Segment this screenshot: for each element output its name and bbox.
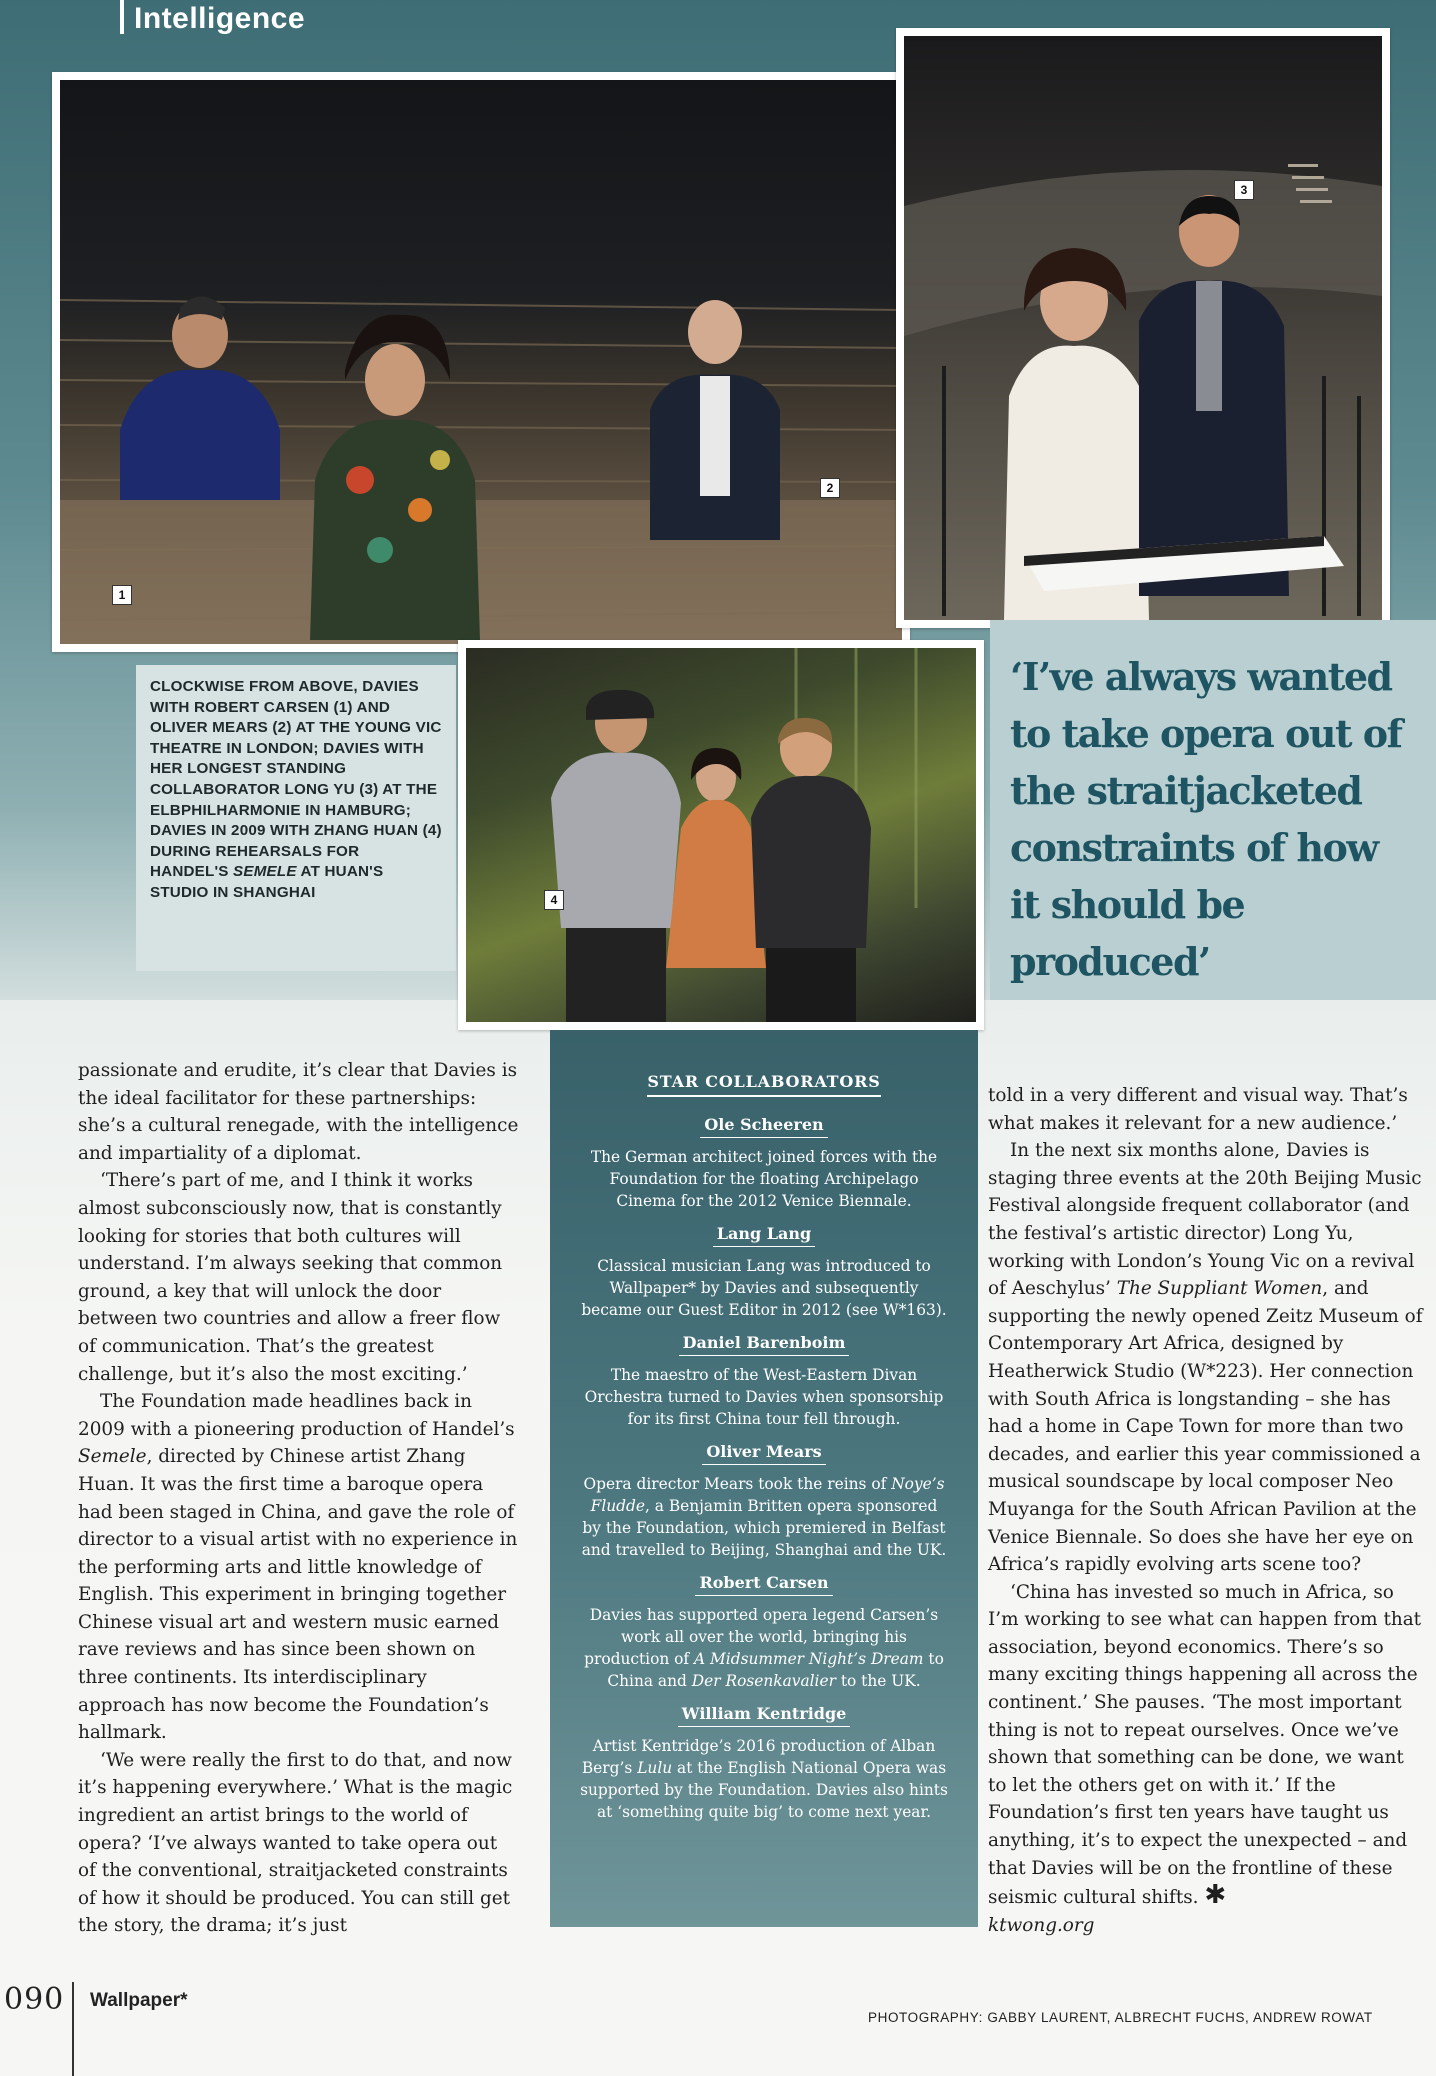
body-paragraph [988, 1137, 1428, 1579]
star-collaborators-sidebar [550, 1030, 978, 1927]
desc-title: Noye’s Fludde [590, 1475, 945, 1515]
body-paragraph [988, 1579, 1428, 1912]
collaborator-description [579, 1735, 949, 1823]
caption-text-1: CLOCKWISE FROM ABOVE, DAVIES WITH ROBERT CARSEN (1) AND OLIVER MEARS (2) AT THE YOUNG VIC THEATRE IN LONDON; DAVIES WITH HER LONGEST STANDING COLLABORATOR LONG YU (3) AT THE ELBPHILHARMONIE IN HAMBURG; DAVIES IN 2009 WITH ZHANG HUAN (4) DURING REHEARSALS FOR HANDEL'S [150, 678, 442, 881]
collaborator-name: Ole Scheeren [700, 1115, 827, 1138]
collaborator-entry [550, 1442, 978, 1561]
photo-number-1: 1 [112, 585, 132, 605]
sidebar-title: STAR COLLABORATORS [647, 1072, 880, 1097]
desc-text: to China and [607, 1650, 944, 1690]
body-paragraph: ‘We were really the first to do that, and now it’s happening everywhere.’ What is the magic ingredient an artist brings to the world of opera? ‘I’ve always wanted to take opera out of the conventional, straitjacketed constraints of how it should be produced. You can still get the story, the drama; it’s just [78, 1749, 513, 1937]
collaborator-description: The maestro of the West-Eastern Divan Orchestra turned to Davies when sponsorship for its first China tour fell through. [584, 1366, 944, 1428]
photo-elbphilharmonie [896, 28, 1390, 628]
desc-title: Lulu [637, 1759, 673, 1777]
body-paragraph: passionate and erudite, it’s clear that Davies is the ideal facilitator for these partnerships: she’s a cultural renegade, with the intelligence and impartiality of a diplomat. [78, 1060, 519, 1164]
collaborator-entry [550, 1115, 978, 1212]
body-column-right [988, 1082, 1428, 1939]
body-text: In the next six months alone, Davies is staging three events at the 20th Beijing Music Festival alongside frequent collaborator (and the festival’s artistic director) Long Yu, working with London’s Young Vic on a revival of Aeschylus’ [988, 1140, 1422, 1300]
magazine-brand: Wallpaper* [90, 1990, 188, 2011]
body-paragraph: ‘There’s part of me, and I think it works almost subconsciously now, that is constantly looking for stories that both cultures will understand. I’m always seeking that common ground, a key that will unlock the door between two countries and allow a freer flow of communication. That’s the greatest challenge, but it’s also the most exciting.’ [78, 1170, 503, 1385]
collaborator-description: The German architect joined forces with the Foundation for the floating Archipelago Cinema for the 2012 Venice Biennale. [590, 1148, 938, 1210]
desc-text: to the UK. [835, 1672, 921, 1690]
photo-caption-box [136, 665, 456, 971]
page-number: 090 [4, 1982, 65, 2017]
caption-title-semele: SEMELE [233, 863, 297, 881]
body-title-semele: Semele [78, 1446, 147, 1468]
end-mark-icon: ✱ [1204, 1880, 1227, 1911]
website-link[interactable] [988, 1912, 1428, 1940]
collaborator-name: Robert Carsen [695, 1573, 832, 1596]
collaborator-description [579, 1604, 949, 1692]
body-text: , directed by Chinese artist Zhang Huan. It was the first time a baroque opera had been staged in China, and gave the role of director to a visual artist with no experience in the performing arts and little knowledge of English. This experiment in bringing together Chinese visual art and western music earned rave reviews and has since been shown on three continents. Its interdisciplinary approach has now become the Foundation’s hallmark. [78, 1446, 518, 1744]
concert-hall-scene [904, 36, 1382, 620]
desc-text: at the English National Opera was supported by the Foundation. Davies also hints at ‘something quite big’ to come next year. [580, 1759, 948, 1821]
collaborator-entry [550, 1573, 978, 1692]
body-paragraph: told in a very different and visual way. That’s what makes it relevant for a new audience.’ [988, 1085, 1408, 1134]
photo-caption [150, 677, 442, 904]
studio-scene [466, 648, 976, 1022]
body-text: ‘China has invested so much in Africa, so I’m working to see what can happen from that association, beyond economics. There’s so many exciting things happening all across the continent.’ She pauses. ‘The most important thing is not to repeat ourselves. Once we’ve shown that something can be done, we want to let the others get on with it.’ If the Foundation’s first ten years have taught us anything, it’s to expect the unexpected – and that Davies will be on the frontline of these seismic cultural shifts. [988, 1581, 1422, 1909]
desc-text: , a Benjamin Britten opera sponsored by the Foundation, which premiered in Belfast and travelled to Beijing, Shanghai and the UK. [581, 1497, 947, 1559]
body-title-suppliant-women: The Suppliant Women [1116, 1278, 1323, 1300]
pull-quote: ‘I’ve always wanted to take opera out of the straitjacketed constraints of how it should be produced’ [1010, 654, 1402, 984]
caption-text-2: AT HUAN'S STUDIO IN SHANGHAI [150, 863, 384, 901]
collaborator-name: Lang Lang [713, 1224, 815, 1247]
desc-text: Artist Kentridge’s 2016 production of Alban Berg’s [581, 1737, 936, 1777]
header-divider [120, 0, 124, 34]
collaborator-description: Classical musician Lang was introduced to Wallpaper* by Davies and subsequently became our Guest Editor in 2012 (see W*163). [581, 1257, 947, 1319]
desc-title: Der Rosenkavalier [691, 1672, 836, 1690]
section-title: Intelligence [134, 2, 306, 35]
body-paragraph [78, 1388, 520, 1747]
footer-divider [72, 1982, 74, 2076]
photo-credit: PHOTOGRAPHY: GABBY LAURENT, ALBRECHT FUCHS, ANDREW ROWAT [868, 2010, 1373, 2025]
photo-shanghai-studio [458, 640, 984, 1030]
website-text[interactable]: ktwong.org [988, 1914, 1095, 1936]
photo-number-3: 3 [1234, 180, 1254, 200]
photo-young-vic [52, 72, 910, 652]
desc-text: Davies has supported opera legend Carsen’s work all over the world, bringing his production of [584, 1606, 939, 1668]
body-text: The Foundation made headlines back in 2009 with a pioneering production of Handel’s [78, 1391, 515, 1440]
body-text: , and supporting the newly opened Zeitz Museum of Contemporary Art Africa, designed by Heatherwick Studio (W*223). Her connection with South Africa is longstanding – she has had a home in Cape Town for more than two decades, and earlier this year commissioned a musical soundscape by local composer Neo Muyanga for the South African Pavilion at the Venice Biennale. So does she have her eye on Africa’s rapidly evolving arts scene too? [988, 1278, 1423, 1576]
photo-number-2: 2 [820, 478, 840, 498]
photo-number-4: 4 [544, 890, 564, 910]
collaborator-entry [550, 1704, 978, 1823]
desc-title: A Midsummer Night’s Dream [694, 1650, 924, 1668]
collaborator-entry [550, 1333, 978, 1430]
collaborator-description [579, 1473, 949, 1561]
body-column-left [78, 1057, 520, 1940]
collaborator-entry [550, 1224, 978, 1321]
collaborator-name: Oliver Mears [702, 1442, 825, 1465]
desc-text: Opera director Mears took the reins of [583, 1475, 892, 1493]
collaborator-name: William Kentridge [678, 1704, 851, 1727]
theatre-scene [60, 80, 902, 644]
collaborator-name: Daniel Barenboim [679, 1333, 850, 1356]
